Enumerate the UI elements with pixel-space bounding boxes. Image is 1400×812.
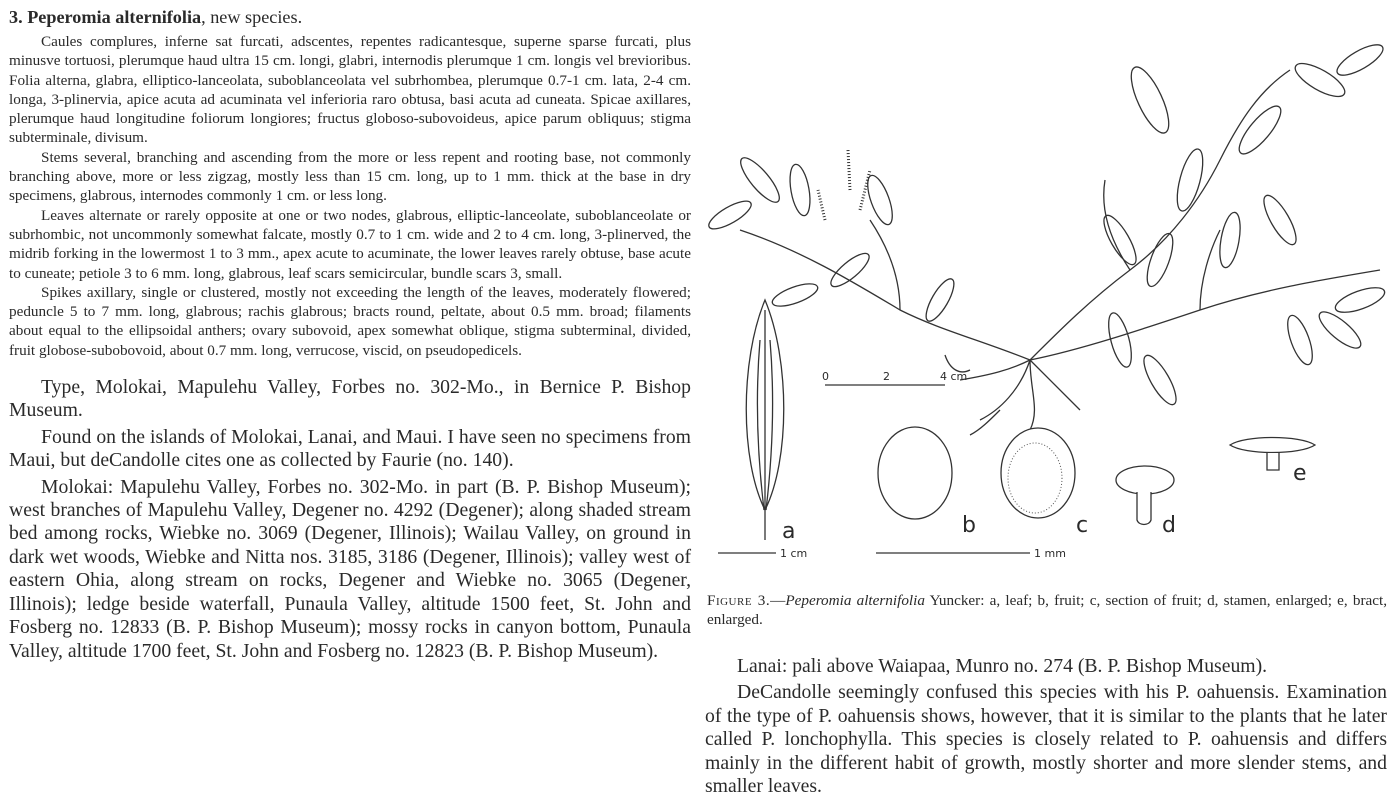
- scale-tick-4: 4 cm: [940, 370, 968, 383]
- leaf: [1216, 211, 1243, 269]
- leaf: [787, 163, 814, 217]
- scale-bar-main: [822, 370, 967, 385]
- scale-leaf-label: 1 cm: [780, 547, 808, 560]
- label-e: e: [1293, 461, 1307, 486]
- spike: [848, 150, 850, 190]
- stem-upper: [1030, 70, 1290, 360]
- stem-right: [1030, 270, 1380, 360]
- leaf: [1332, 283, 1387, 318]
- caption-species: Peperomia alternifolia: [785, 592, 925, 609]
- leaf: [1314, 306, 1365, 353]
- leaf: [1333, 40, 1387, 81]
- species-suffix: , new species.: [201, 7, 303, 27]
- right-column-text: [705, 655, 1387, 798]
- left-column: [9, 6, 691, 663]
- branch-3: [1200, 230, 1220, 310]
- spike: [818, 190, 825, 220]
- scale-mm-label: 1 mm: [1034, 547, 1066, 560]
- figure-label: Figure 3.: [707, 592, 771, 609]
- label-b: b: [962, 513, 976, 538]
- leaf: [1258, 191, 1302, 248]
- species-heading: [9, 6, 691, 28]
- caption-rest: Yuncker: a, leaf; b, fruit; c, section of fruit; d, stamen, enlarged; e, bract, enlarged.: [707, 592, 1388, 629]
- molokai-paragraph: Molokai: Mapulehu Valley, Forbes no. 302-Mo. in part (B. P. Bishop Museum); west branches of Mapulehu Valley, Degener no. 4292 (Degener); along shaded stream bed among rocks, Wiebke no. 3069 (Degener, Illinois); Wailau Valley, on ground in dark wet woods, Wiebke and Nitta nos. 3185, 3186 (Degener, Illinois); valley west of eastern Ohia, along stream on rocks, Degener and Wiebke no. 3065 (Degener, Illinois); ledge beside waterfall, Punaula Valley, altitude 1500 feet, St. John and Fosberg no. 12833 (B. P. Bishop Museum); mossy rocks in canyon bottom, Punaula Valley, altitude 1700 feet, St. John and Fosberg no. 12823 (B. P. Bishop Museum).: [9, 475, 691, 662]
- species-number: 3.: [9, 7, 23, 27]
- branch-2: [1104, 180, 1130, 270]
- leaf: [1233, 101, 1287, 160]
- label-d: d: [1162, 513, 1176, 538]
- figure-caption: Figure 3.—Peperomia alternifolia Yuncker: a, leaf; b, fruit; c, section of fruit; d, stamen, enlarged; e, bract, enlarged.: [707, 592, 1388, 629]
- lanai-paragraph: Lanai: pali above Waiapaa, Munro no. 274 (B. P. Bishop Museum).: [737, 655, 1268, 677]
- leaf: [1283, 312, 1318, 367]
- leaf: [826, 248, 873, 291]
- leaf: [1098, 211, 1142, 268]
- roots: [970, 360, 1080, 435]
- leaves-description: Leaves alternate or rarely opposite at one or two nodes, glabrous, elliptic-lanceolate, suboblanceolate or subrhombic, not uncommonly somewhat falcate, mostly 0.7 to 1 cm. wide and 2 to 4 cm. long, 3-plinerved, the midrib forking in the lowermost 1 to 3 mm., apex acute to acuminate, the lower leaves rarely obtuse, base acute to cuneate; petiole 3 to 6 mm. long, glabrous, leaf scars semicircular, bundle scars 3, small.: [9, 206, 691, 282]
- spikes-description: Spikes axillary, single or clustered, mostly not exceeding the length of the leaves, moderately flowered; peduncle 5 to 7 mm. long, glabrous; rachis glabrous; bracts round, peltate, about 0.5 mm. broad; filaments about equal to the ellipsoidal anthers; ovary subovoid, apex somewhat oblique, stigma subterminal, divided, fruit globose-subobovoid, about 0.7 mm. long, verrucose, viscid, on pseudopedicels.: [9, 283, 691, 359]
- description-block: [9, 32, 691, 360]
- detail-b-fruit: [878, 427, 952, 519]
- detail-c-section: [1001, 428, 1075, 518]
- stems-description: Stems several, branching and ascending from the more or less repent and rooting base, not commonly branching above, more or less zigzag, mostly less than 15 cm. long, up to 1 mm. thick at the base in dry specimens, glabrous, internodes commonly 1 cm. or less long.: [9, 148, 691, 205]
- type-paragraph: Type, Molokai, Mapulehu Valley, Forbes no. 302-Mo., in Bernice P. Bishop Museum.: [9, 376, 691, 422]
- latin-description: Caules complures, inferne sat furcati, adscentes, repentes radicantesque, superne sparse furcati, plus minusve tortuosi, plerumque haud ultra 15 cm. longi, glabri, internodis plerumque 1 cm. longis vel brevioribus. Folia alterna, glabra, elliptico-lanceolata, suboblanceolata vel subrhombea, plerumque 0.7-1 cm. lata, 2-4 cm. longa, 3-plinervia, apice acuta ad acuminata vel inferioria raro obtusa, basi acuta ad cuneata. Spicae axillares, plerumque haud longitudine foliorum longiores; fructus globoso-subovoideus, apice parum obliquus; stigma subterminale, divisum.: [9, 33, 691, 147]
- found-paragraph: Found on the islands of Molokai, Lanai, and Maui. I have seen no specimens from Maui, but deCandolle cites one as collected by Faurie (no. 140).: [9, 425, 691, 472]
- plant-drawing: [700, 40, 1394, 580]
- leaf: [770, 279, 821, 310]
- leaf: [1172, 147, 1208, 214]
- specimens-block: [9, 376, 691, 663]
- label-c: c: [1076, 513, 1089, 538]
- leaf: [735, 153, 785, 207]
- decandolle-paragraph: DeCandolle seemingly confused this species with his P. oahuensis. Examination of the type of P. oahuensis shows, however, that it is similar to the plants that he later called P. lonchophylla. This species is closely related to P. oahuensis and differs mainly in the different habit of growth, mostly shorter and more slender stems, and smaller leaves.: [705, 681, 1387, 798]
- leaf: [1138, 351, 1182, 408]
- leaf: [705, 196, 755, 234]
- scale-tick-2: 2: [883, 370, 890, 383]
- detail-a-leaf: [746, 300, 784, 540]
- scale-tick-0: 0: [822, 370, 829, 383]
- leaf: [1124, 62, 1176, 137]
- figure-3-illustration: [700, 40, 1394, 580]
- plant-habit: [705, 40, 1387, 435]
- branch-1: [870, 220, 900, 310]
- stem-left: [740, 230, 1030, 360]
- label-a: a: [782, 519, 796, 544]
- leaf: [921, 275, 959, 325]
- leaf: [1142, 231, 1178, 290]
- species-name: Peperomia alternifolia: [27, 7, 202, 27]
